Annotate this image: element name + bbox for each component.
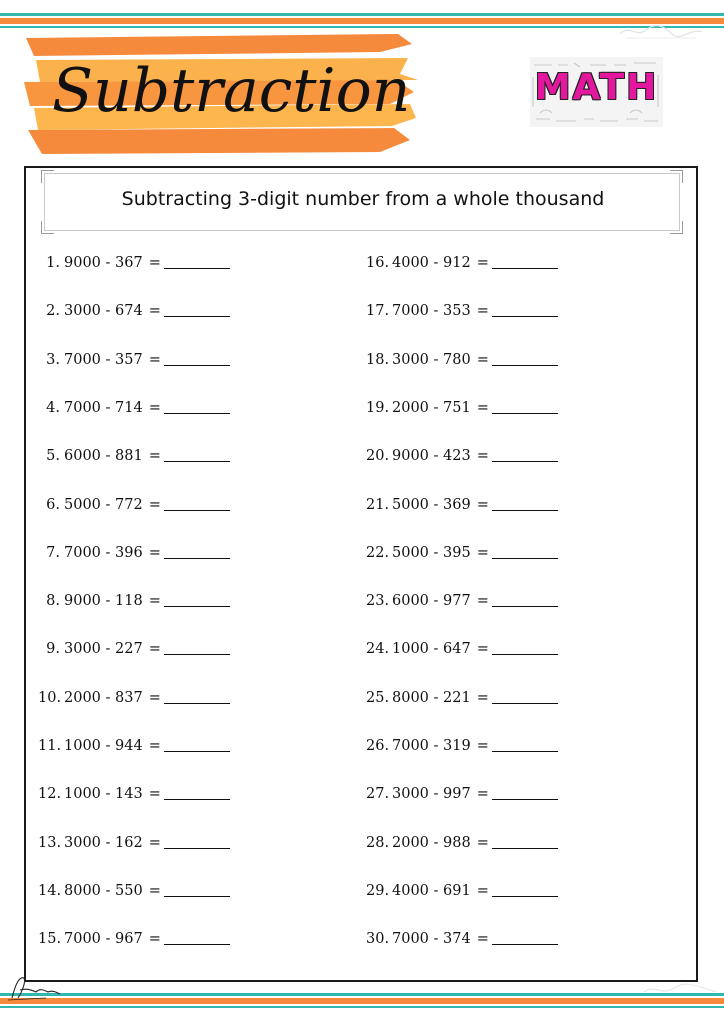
problem-expression: 3000 - 227 [64,641,143,657]
answer-blank[interactable] [164,689,230,704]
problem-number: 11. [38,738,62,754]
answer-blank[interactable] [164,882,230,897]
problem-expression: 1000 - 944 [64,738,143,754]
problem-number: 17. [366,303,390,319]
equals-sign: = [148,835,161,851]
answer-blank[interactable] [492,447,558,462]
answer-blank[interactable] [492,737,558,752]
problem-number: 10. [38,690,62,706]
equals-sign: = [476,448,489,464]
answer-blank[interactable] [164,544,230,559]
problem-number: 6. [46,497,60,513]
equals-sign: = [476,931,489,947]
problem-number: 15. [38,931,62,947]
answer-blank[interactable] [164,351,230,366]
equals-sign: = [476,497,489,513]
problem-expression: 4000 - 691 [392,883,471,899]
problem-item [38,252,230,274]
answer-blank[interactable] [492,930,558,945]
problem-expression: 7000 - 396 [64,545,143,561]
answer-blank[interactable] [164,302,230,317]
equals-sign: = [148,883,161,899]
problem-number: 24. [366,641,390,657]
equals-sign: = [476,593,489,609]
problem-item [38,542,230,564]
problem-expression: 3000 - 780 [392,352,471,368]
worksheet-heading-box [44,173,680,231]
answer-blank[interactable] [492,544,558,559]
problem-expression: 5000 - 369 [392,497,471,513]
problem-item [366,880,558,902]
equals-sign: = [148,448,161,464]
problem-expression: 9000 - 423 [392,448,471,464]
problem-number: 4. [46,400,60,416]
answer-blank[interactable] [164,640,230,655]
problem-item [38,300,230,322]
problem-item [38,783,230,805]
answer-blank[interactable] [164,496,230,511]
problem-expression: 5000 - 395 [392,545,471,561]
problem-item [366,590,558,612]
equals-sign: = [148,352,161,368]
problem-number: 21. [366,497,390,513]
answer-blank[interactable] [492,351,558,366]
equals-sign: = [476,255,489,271]
equals-sign: = [148,303,161,319]
problem-expression: 7000 - 967 [64,931,143,947]
problem-expression: 7000 - 714 [64,400,143,416]
problem-item [366,687,558,709]
equals-sign: = [476,738,489,754]
answer-blank[interactable] [492,302,558,317]
problem-item [38,735,230,757]
equals-sign: = [476,352,489,368]
problem-expression: 7000 - 357 [64,352,143,368]
problem-expression: 6000 - 881 [64,448,143,464]
problem-number: 3. [46,352,60,368]
problem-expression: 4000 - 912 [392,255,471,271]
problem-expression: 9000 - 367 [64,255,143,271]
problem-expression: 7000 - 319 [392,738,471,754]
problem-number: 18. [366,352,390,368]
problem-number: 13. [38,835,62,851]
worksheet-frame [24,166,698,982]
problem-item [38,494,230,516]
problem-expression: 6000 - 977 [392,593,471,609]
answer-blank[interactable] [492,640,558,655]
equals-sign: = [476,690,489,706]
problem-item [366,832,558,854]
problem-number: 29. [366,883,390,899]
answer-blank[interactable] [164,254,230,269]
problem-expression: 3000 - 162 [64,835,143,851]
problem-item [366,542,558,564]
bottom-orange-stripe [0,998,724,1004]
equals-sign: = [148,738,161,754]
problem-expression: 1000 - 647 [392,641,471,657]
equals-sign: = [476,883,489,899]
problem-expression: 2000 - 988 [392,835,471,851]
equals-sign: = [476,786,489,802]
problem-number: 28. [366,835,390,851]
problem-number: 25. [366,690,390,706]
answer-blank[interactable] [492,689,558,704]
problem-number: 7. [46,545,60,561]
problem-item [38,832,230,854]
problem-number: 12. [38,786,62,802]
problem-expression: 5000 - 772 [64,497,143,513]
answer-blank[interactable] [164,834,230,849]
problem-item [366,928,558,950]
problem-expression: 1000 - 143 [64,786,143,802]
answer-blank[interactable] [164,592,230,607]
problem-expression: 9000 - 118 [64,593,143,609]
worksheet-heading: Subtracting 3-digit number from a whole thousand [121,188,605,210]
equals-sign: = [148,690,161,706]
answer-blank[interactable] [492,254,558,269]
problem-item [366,735,558,757]
problem-item [366,445,558,467]
problem-item [38,638,230,660]
answer-blank[interactable] [164,930,230,945]
problem-item [38,880,230,902]
equals-sign: = [148,641,161,657]
problem-number: 20. [366,448,390,464]
page-title: Subtraction [52,56,411,126]
problem-number: 8. [46,593,60,609]
problem-item [366,252,558,274]
problem-number: 9. [46,641,60,657]
problem-item [366,783,558,805]
answer-blank[interactable] [164,737,230,752]
problem-expression: 8000 - 221 [392,690,471,706]
problem-item [366,397,558,419]
problem-number: 26. [366,738,390,754]
problem-number: 16. [366,255,390,271]
equals-sign: = [148,255,161,271]
problem-expression: 7000 - 374 [392,931,471,947]
problem-item [38,397,230,419]
answer-blank[interactable] [492,882,558,897]
answer-blank[interactable] [164,399,230,414]
problem-expression: 8000 - 550 [64,883,143,899]
problem-expression: 2000 - 751 [392,400,471,416]
problem-item [366,638,558,660]
equals-sign: = [148,400,161,416]
equals-sign: = [148,593,161,609]
problem-number: 1. [46,255,60,271]
problem-item [38,687,230,709]
signature-watermark-icon [616,20,706,42]
problem-item [366,349,558,371]
top-teal-stripe [0,13,724,16]
math-badge-label: MATH [534,67,659,108]
equals-sign: = [148,497,161,513]
answer-blank[interactable] [492,592,558,607]
problem-number: 22. [366,545,390,561]
equals-sign: = [148,545,161,561]
equals-sign: = [476,835,489,851]
problem-item [366,494,558,516]
problem-expression: 3000 - 997 [392,786,471,802]
equals-sign: = [476,545,489,561]
equals-sign: = [476,641,489,657]
answer-blank[interactable] [164,785,230,800]
problem-number: 23. [366,593,390,609]
problem-item [366,300,558,322]
answer-blank[interactable] [492,496,558,511]
math-badge [530,57,663,127]
answer-blank[interactable] [492,785,558,800]
equals-sign: = [148,786,161,802]
problem-number: 14. [38,883,62,899]
problem-number: 19. [366,400,390,416]
problem-expression: 2000 - 837 [64,690,143,706]
answer-blank[interactable] [164,447,230,462]
bottom-teal-stripe [0,993,724,996]
bottom-teal-stripe-thin [0,1006,724,1008]
problem-expression: 3000 - 674 [64,303,143,319]
problem-item [38,590,230,612]
answer-blank[interactable] [492,834,558,849]
equals-sign: = [476,400,489,416]
problem-expression: 7000 - 353 [392,303,471,319]
problem-number: 2. [46,303,60,319]
signature-watermark-icon [640,980,720,1000]
problem-item [38,445,230,467]
problem-item [38,349,230,371]
author-signature-icon [6,972,66,1004]
equals-sign: = [476,303,489,319]
problem-number: 5. [46,448,60,464]
problem-item [38,928,230,950]
problem-number: 30. [366,931,390,947]
problem-number: 27. [366,786,390,802]
equals-sign: = [148,931,161,947]
answer-blank[interactable] [492,399,558,414]
